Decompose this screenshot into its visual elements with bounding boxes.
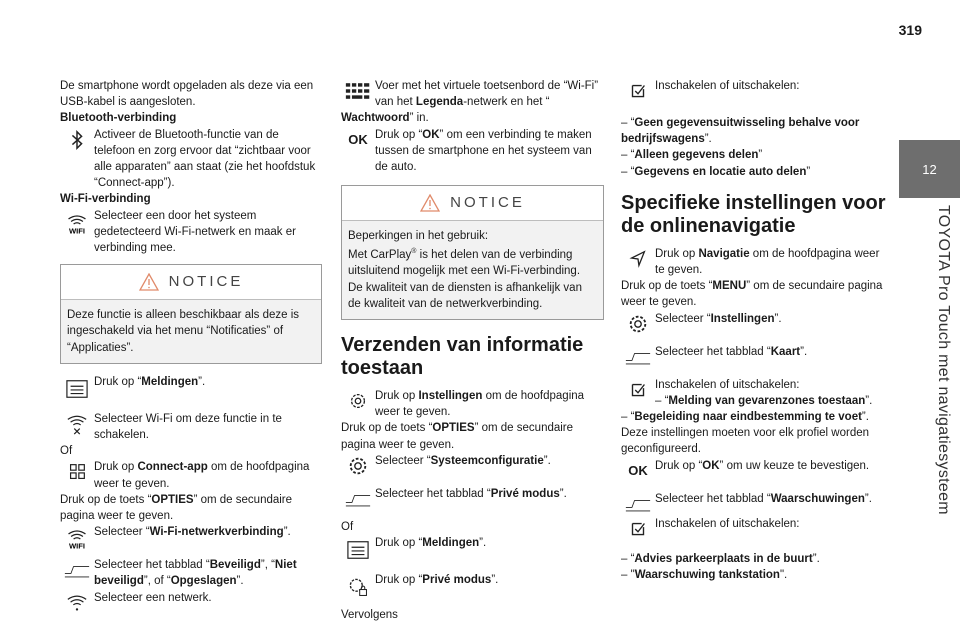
text-bold: Wi-Fi-netwerkverbinding	[149, 526, 284, 539]
ok-icon	[621, 459, 655, 483]
step-prive-tab	[341, 486, 604, 511]
notice-box	[60, 264, 322, 364]
text: ” in.	[409, 112, 429, 125]
page-number: 319	[898, 22, 922, 38]
text: ”	[758, 149, 763, 162]
text-bold: Instellingen	[710, 312, 775, 325]
text: Deze instellingen moeten voor elk profiel worden geconfigureerd.	[621, 427, 870, 456]
column-3	[621, 78, 886, 583]
text: ” om de secundaire pagina weer te geven.	[60, 493, 293, 523]
section-heading: Specifieke instellingen voor de onlinenavigatie	[621, 191, 886, 237]
text: Selecteer “	[655, 312, 711, 325]
text-bold: Alleen gegevens delen	[634, 149, 759, 162]
text: – “	[621, 117, 635, 129]
text-bold: Opgeslagen	[170, 575, 237, 588]
text-bold: Instellingen	[418, 390, 483, 403]
text-bold: Meldingen	[141, 375, 199, 388]
text-bold: Waarschuwing tankstation	[634, 568, 780, 581]
text: ” om de secundaire pagina weer te geven.	[621, 280, 883, 309]
text: Selecteer het tabblad “	[655, 492, 771, 505]
text-bold: Wachtwoord	[341, 112, 410, 125]
text-bold: Waarschuwingen	[770, 492, 865, 505]
step-meldingen	[341, 535, 604, 564]
step-wifi-toggle	[60, 411, 322, 443]
text: – “	[621, 165, 635, 178]
step-navigatie	[621, 246, 886, 278]
text: ”.	[812, 552, 820, 565]
text: ”.	[236, 575, 244, 588]
text: ".	[779, 568, 788, 581]
step-systeemconfig	[341, 453, 604, 478]
text: Druk op de toets “	[341, 422, 433, 435]
wifi-off-icon	[60, 412, 94, 436]
text: Druk op “	[375, 574, 423, 587]
text: ”.	[559, 487, 567, 500]
text: Druk op “	[94, 375, 142, 388]
text-bold: OK	[702, 459, 720, 472]
text: ”.	[774, 312, 782, 325]
step-toggle	[621, 516, 886, 541]
text: Druk op “	[375, 128, 423, 141]
navigation-arrow-icon	[621, 247, 655, 271]
text-bold: Meldingen	[422, 537, 480, 550]
text: ”.	[479, 537, 487, 550]
text: ®	[411, 248, 417, 256]
ok-label: OK	[628, 462, 648, 478]
text-bold: OPTIES	[432, 422, 475, 435]
notice-header	[342, 186, 603, 221]
wifi-icon	[60, 591, 94, 615]
wifi-step	[60, 208, 322, 257]
notifications-icon	[341, 536, 375, 564]
bluetooth-text: Activeer de Bluetooth-functie van de telefoon en zorg ervoor dat “zichtbaar voor alle apparaten” aan staat (zie het hoofdstuk “Connect-app”).	[94, 128, 316, 190]
text: ”.	[198, 375, 206, 388]
text: ” om een verbinding te maken tussen de smartphone en het systeem van de auto.	[375, 128, 592, 174]
step-kaart-tab	[621, 344, 886, 369]
text: ”.	[491, 574, 499, 587]
text-bold: OPTIES	[151, 493, 194, 506]
chapter-title: TOYOTA Pro Touch met navigatiesysteem	[935, 205, 952, 515]
privacy-gear-icon	[341, 573, 375, 601]
step-instellingen	[621, 311, 886, 336]
text: om de hoofdpagina weer te geven.	[655, 247, 880, 277]
step-ok	[341, 127, 604, 176]
text: ”.	[864, 492, 872, 505]
text: is het delen van de verbinding uitsluitend mogelijk met een Wi-Fi-verbinding.	[348, 249, 581, 278]
of-label: Of	[60, 445, 73, 458]
gear-icon	[341, 454, 375, 478]
text: ” om de secundaire pagina weer te geven.	[341, 422, 574, 451]
notifications-icon	[60, 375, 94, 403]
step-keyboard	[341, 78, 604, 110]
wifi-text: Selecteer een door het systeem gedetecteerd Wi-Fi-netwerk en maak er verbinding mee.	[94, 209, 296, 255]
checkbox-icon	[621, 378, 655, 402]
text: Inschakelen of uitschakelen:	[655, 517, 800, 530]
text: ”	[806, 165, 811, 178]
text: -netwerk en het “	[463, 96, 550, 109]
text: ”.	[283, 526, 291, 539]
tab-icon	[621, 492, 655, 516]
text: Selecteer “	[375, 454, 431, 467]
text: ”, “	[260, 559, 275, 572]
notice-label: NOTICE	[450, 194, 525, 212]
tab-icon	[341, 487, 375, 511]
text-bold: Begeleiding naar eindbestemming te voet	[634, 411, 862, 424]
text-bold: Legenda	[415, 96, 464, 109]
text-bold: Navigatie	[698, 247, 750, 260]
text: Selecteer Wi-Fi om deze functie in te schakelen.	[94, 412, 282, 442]
wifi-icon	[60, 525, 94, 553]
text: ”.	[800, 345, 808, 358]
text: Inschakelen of uitschakelen:	[655, 80, 800, 92]
text: Druk op de toets “	[60, 493, 152, 506]
text: om de hoofdpagina weer te geven.	[94, 461, 310, 490]
warning-icon	[420, 194, 440, 212]
gear-icon	[621, 312, 655, 336]
notice-box	[341, 185, 604, 320]
text: – “	[655, 394, 669, 407]
text: om de hoofdpagina weer te geven.	[375, 390, 585, 419]
step-toggle	[621, 377, 886, 409]
svg-text:WIFI: WIFI	[68, 225, 86, 235]
wifi-heading: Wi-Fi-verbinding	[60, 193, 151, 206]
text: – “	[621, 552, 635, 565]
step-toggle	[621, 78, 886, 103]
bluetooth-step	[60, 127, 322, 192]
text-bold: Melding van gevarenzones toestaan	[668, 394, 866, 407]
settings-icon	[341, 389, 375, 413]
text: Selecteer “	[94, 526, 150, 539]
text: ”, of “	[143, 575, 171, 588]
text: – "	[621, 568, 635, 581]
keyboard-icon	[341, 79, 375, 103]
text: ”.	[865, 394, 873, 407]
text: ”.	[704, 133, 712, 146]
tab-icon	[60, 558, 94, 582]
text-bold: Privé modus	[490, 487, 560, 500]
text: Druk op	[375, 390, 419, 403]
paragraph-usb: De smartphone wordt opgeladen als deze via een USB-kabel is aangesloten.	[60, 80, 314, 109]
column-2	[341, 78, 604, 623]
ok-icon	[341, 128, 375, 152]
text-bold: MENU	[712, 280, 747, 293]
notice-text: Deze functie is alleen beschikbaar als deze is ingeschakeld via het menu “Notificaties” of “Applicaties”.	[67, 309, 300, 354]
of-label: Of	[341, 520, 354, 533]
text: Voer met het virtuele toetsenbord de “Wi-Fi” van het	[375, 80, 599, 109]
step-instellingen	[341, 388, 604, 420]
text-bold: OK	[422, 128, 440, 141]
warning-icon	[139, 273, 159, 291]
text: Selecteer het tabblad “	[655, 345, 771, 358]
step-ok	[621, 458, 886, 483]
column-1	[60, 78, 322, 615]
step-connect-app	[60, 459, 322, 491]
text: ” om uw keuze te bevestigen.	[719, 459, 870, 472]
text: Druk op “	[375, 537, 423, 550]
text-bold: Privé modus	[422, 574, 492, 587]
text-bold: Gegevens en locatie auto delen	[634, 165, 807, 178]
step-wifi-network	[60, 524, 322, 553]
text: Druk op	[94, 461, 138, 474]
step-waarschuwingen-tab	[621, 491, 886, 516]
notice-text	[342, 221, 603, 319]
text: Selecteer het tabblad “	[375, 487, 491, 500]
section-heading: Verzenden van informatie toestaan	[341, 334, 584, 380]
text-bold: Beveiligd	[209, 559, 261, 572]
text: De kwaliteit van de diensten is afhankelijk van de kwaliteit van de netwerkverbinding.	[348, 281, 582, 310]
text: Beperkingen in het gebruik:	[348, 230, 489, 243]
text: Druk op de toets “	[621, 280, 713, 293]
step-meldingen	[60, 374, 322, 403]
text-bold: Advies parkeerplaats in de buurt	[634, 552, 813, 565]
text: – “	[621, 411, 635, 424]
vervolgens-label: Vervolgens	[341, 609, 398, 622]
text: Met CarPlay	[348, 249, 412, 262]
svg-text:WIFI: WIFI	[68, 541, 86, 551]
apps-grid-icon	[60, 460, 94, 484]
text: Selecteer het tabblad “	[94, 559, 210, 572]
ok-label: OK	[348, 131, 368, 147]
text-bold: Niet beveiligd	[94, 559, 297, 588]
text: ”.	[543, 454, 551, 467]
step-select-network	[60, 590, 322, 615]
text: Selecteer een netwerk.	[94, 591, 212, 604]
bluetooth-heading: Bluetooth-verbinding	[60, 112, 177, 125]
step-prive-modus	[341, 572, 604, 601]
step-tab-select	[60, 557, 322, 589]
text: – “	[621, 149, 635, 162]
text: Druk op “	[655, 459, 703, 472]
text-bold: Systeemconfiguratie	[430, 454, 544, 467]
text-bold: Kaart	[770, 345, 801, 358]
checkbox-icon	[621, 517, 655, 541]
text-bold: Geen gegevensuitwisseling behalve voor bedrijfswagens	[621, 117, 860, 146]
text: Inschakelen of uitschakelen:	[655, 378, 800, 391]
notice-header	[61, 265, 321, 300]
chapter-tab: 12	[899, 140, 960, 198]
text-bold: Connect-app	[137, 461, 208, 474]
wifi-icon	[60, 209, 94, 239]
bluetooth-icon	[60, 128, 94, 152]
tab-icon	[621, 345, 655, 369]
text: Druk op	[655, 247, 699, 260]
notice-label: NOTICE	[168, 273, 244, 291]
text: ”.	[861, 411, 869, 424]
checkbox-icon	[621, 79, 655, 103]
